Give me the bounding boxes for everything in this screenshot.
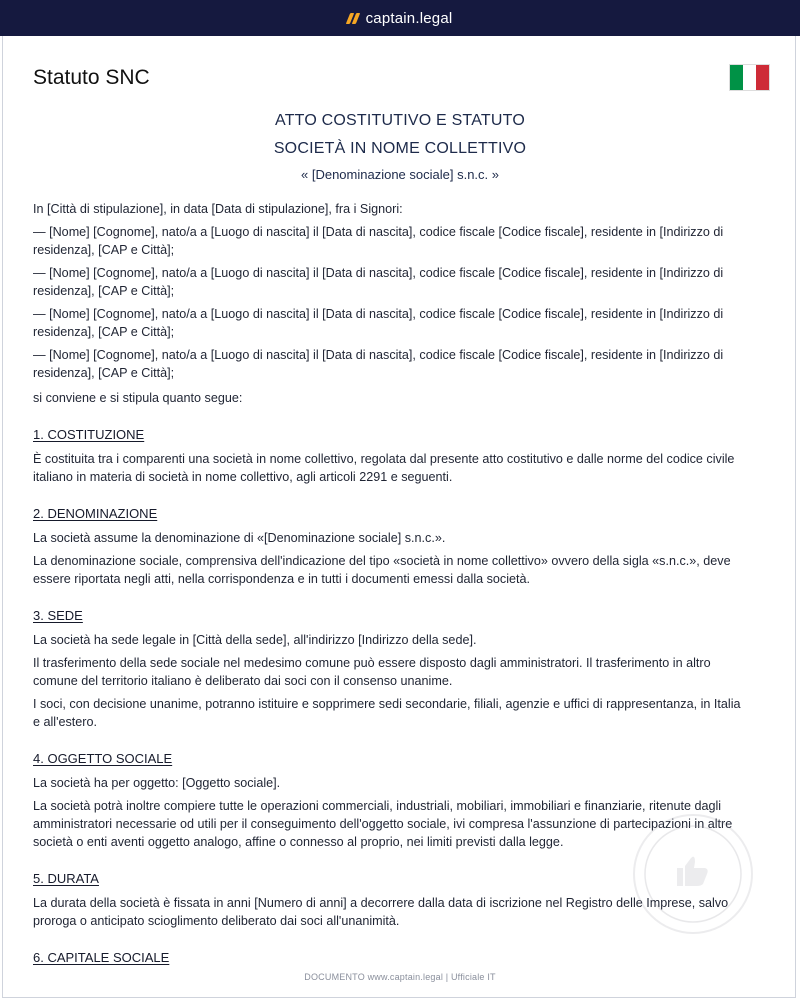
article-paragraph: I soci, con decisione unanime, potranno istituire e sopprimere sedi secondarie, filiali, agenzie e uffici di rappresentanza, in Italia e all'estero. — [33, 697, 741, 729]
company-type-heading: SOCIETÀ IN NOME COLLETTIVO — [273, 140, 527, 157]
article-title: 2. DENOMINAZIONE — [33, 506, 158, 521]
party-entry: — [Nome] [Cognome], nato/a a [Luogo di nascita] il [Data di nascita], codice fiscale [Codice fiscale], residente in [Indirizzo di residenza], [CAP e Città]; — [33, 225, 724, 257]
article-paragraph: La denominazione sociale, comprensiva dell'indicazione del tipo «società in nome collettivo» ovvero della sigla «s.n.c.», deve essere riportata negli atti, nella corrispondenza e in tutti i documenti emessi dalla società. — [33, 554, 731, 586]
article-title: 6. CAPITALE SOCIALE — [33, 950, 170, 965]
page-footer: DOCUMENTO www.captain.legal | Ufficiale IT — [304, 972, 496, 982]
italy-flag-icon — [729, 64, 770, 91]
document-body — [33, 200, 743, 973]
top-bar — [0, 0, 800, 36]
company-name-subheading: « [Denominazione sociale] s.n.c. » — [301, 167, 499, 182]
articles — [33, 426, 743, 967]
party-entry: — [Nome] [Cognome], nato/a a [Luogo di nascita] il [Data di nascita], codice fiscale [Codice fiscale], residente in [Indirizzo di residenza], [CAP e Città]; — [33, 266, 724, 298]
article-paragraph: La società ha per oggetto: [Oggetto sociale]. — [33, 776, 281, 790]
article-paragraph: La società assume la denominazione di «[Denominazione sociale] s.n.c.». — [33, 531, 446, 545]
brand-name[interactable]: captain.legal — [365, 9, 453, 27]
document-page — [2, 36, 796, 998]
agreement-line: si conviene e si stipula quanto segue: — [33, 391, 243, 405]
captain-legal-logo-icon — [345, 13, 359, 24]
article-paragraph: Il trasferimento della sede sociale nel medesimo comune può essere disposto dagli amministratori. Il trasferimento in altro comune del territorio italiano è deliberato dai soci con il consenso unanime. — [33, 656, 711, 688]
article-paragraph: La società potrà inoltre compiere tutte le operazioni commerciali, industriali, mobiliari, immobiliari e finanziarie, ritenute dagli amministratori necessarie od utili per il conseguimento dell'oggetto sociale, ivi compresa l'assunzione di partecipazioni in altre società o enti aventi oggetto analogo, affine o connesso al proprio, nei limiti previsti dalla legge. — [33, 799, 733, 849]
intro-paragraph: In [Città di stipulazione], in data [Data di stipulazione], fra i Signori: — [33, 202, 403, 216]
party-entry: — [Nome] [Cognome], nato/a a [Luogo di nascita] il [Data di nascita], codice fiscale [Codice fiscale], residente in [Indirizzo di residenza], [CAP e Città]; — [33, 307, 724, 339]
document-type-title: Statuto SNC — [33, 66, 150, 89]
article-paragraph: La società ha sede legale in [Città della sede], all'indirizzo [Indirizzo della sede]. — [33, 633, 477, 647]
article-paragraph: La durata della società è fissata in anni [Numero di anni] a decorrere dalla data di iscrizione nel Registro delle Imprese, salvo proroga o anticipato scioglimento deliberato dai soci all'unanimità. — [33, 896, 729, 928]
article-title: 1. COSTITUZIONE — [33, 427, 145, 442]
article-title: 5. DURATA — [33, 871, 99, 886]
article-title: 4. OGGETTO SOCIALE — [33, 751, 173, 766]
article-title: 3. SEDE — [33, 608, 83, 623]
article-paragraph: È costituita tra i comparenti una società in nome collettivo, regolata dal presente atto costitutivo e dalle norme del codice civile italiano in materia di società in nome collettivo, agli articoli 2291 e seguenti. — [33, 452, 735, 484]
parties-list — [33, 223, 743, 382]
deed-heading: ATTO COSTITUTIVO E STATUTO — [275, 112, 525, 129]
party-entry: — [Nome] [Cognome], nato/a a [Luogo di nascita] il [Data di nascita], codice fiscale [Codice fiscale], residente in [Indirizzo di residenza], [CAP e Città]; — [33, 348, 724, 380]
